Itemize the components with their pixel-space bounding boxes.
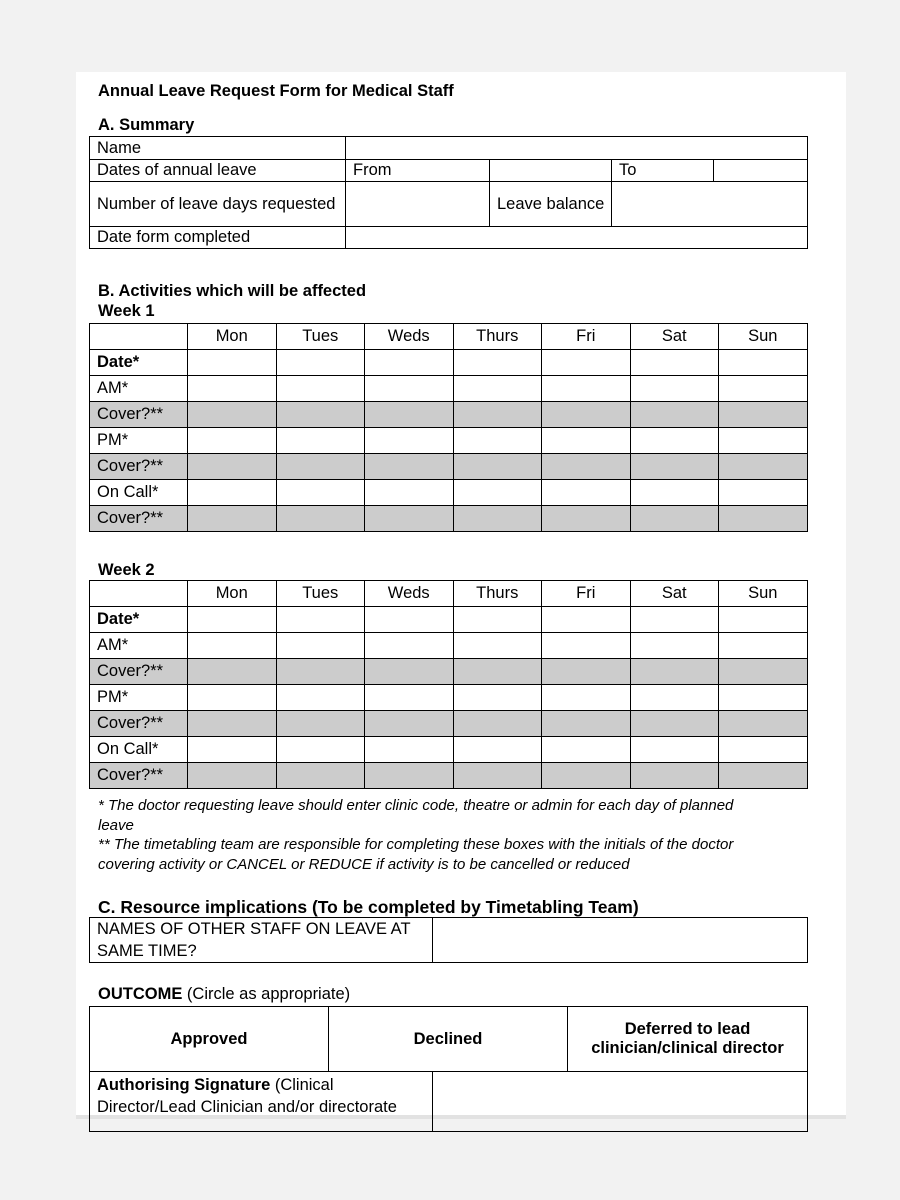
entry-cell-mon[interactable] [188,480,277,506]
activity-row [90,633,808,659]
entry-cell-sun[interactable] [719,685,808,711]
entry-cell-fri[interactable] [542,737,631,763]
entry-cell-mon[interactable] [188,633,277,659]
entry-cell-weds[interactable] [365,480,454,506]
day-header-tues: Tues [276,324,365,350]
entry-cell-weds[interactable] [365,350,454,376]
row-label: AM* [90,633,188,659]
entry-cell-sat[interactable] [630,685,719,711]
entry-cell-thurs[interactable] [453,633,542,659]
entry-cell-mon[interactable] [188,763,277,789]
entry-cell-tues[interactable] [276,506,365,532]
entry-cell-sun[interactable] [719,607,808,633]
row-label: Cover?** [90,763,188,789]
row-label: AM* [90,376,188,402]
entry-cell-thurs[interactable] [453,376,542,402]
row-label: Cover?** [90,659,188,685]
entry-cell-fri[interactable] [542,633,631,659]
entry-cell-thurs[interactable] [453,711,542,737]
form-title: Annual Leave Request Form for Medical Staff [98,82,454,100]
outcome-table [89,1006,808,1072]
entry-cell-sat[interactable] [630,402,719,428]
day-header-fri: Fri [542,581,631,607]
entry-cell-tues[interactable] [276,763,365,789]
row-label: Cover?** [90,711,188,737]
entry-cell-mon[interactable] [188,350,277,376]
entry-cell-tues[interactable] [276,685,365,711]
entry-cell-sat[interactable] [630,376,719,402]
entry-cell-sat[interactable] [630,506,719,532]
resource-table [89,917,808,963]
entry-cell-sun[interactable] [719,659,808,685]
entry-cell-fri[interactable] [542,711,631,737]
day-header-thurs: Thurs [453,324,542,350]
entry-cell-sun[interactable] [719,763,808,789]
entry-cell-thurs[interactable] [453,659,542,685]
entry-cell-weds[interactable] [365,633,454,659]
deferred-option[interactable]: Deferred to lead clinician/clinical director [568,1007,808,1072]
entry-cell-tues[interactable] [276,633,365,659]
to-field[interactable] [714,160,808,182]
entry-cell-sun[interactable] [719,428,808,454]
entry-cell-thurs[interactable] [453,763,542,789]
entry-cell-fri[interactable] [542,763,631,789]
dates-label: Dates of annual leave [90,160,346,182]
day-header-mon: Mon [188,324,277,350]
day-header-mon: Mon [188,581,277,607]
row-label: Cover?** [90,402,188,428]
grid-corner-cell [90,324,188,350]
day-header-sun: Sun [719,324,808,350]
day-header-thurs: Thurs [453,581,542,607]
entry-cell-fri[interactable] [542,480,631,506]
day-header-sat: Sat [630,324,719,350]
entry-cell-thurs[interactable] [453,737,542,763]
entry-cell-tues[interactable] [276,737,365,763]
entry-cell-sat[interactable] [630,428,719,454]
entry-cell-weds[interactable] [365,402,454,428]
entry-cell-sun[interactable] [719,633,808,659]
outcome-heading-text: OUTCOME [98,985,183,1003]
entry-cell-weds[interactable] [365,685,454,711]
activity-row [90,454,808,480]
section-b-heading: B. Activities which will be affected [98,282,367,300]
name-field[interactable] [346,137,808,160]
outcome-heading-note: (Circle as appropriate) [182,985,351,1003]
activity-row [90,685,808,711]
signature-label: Authorising Signature [97,1076,271,1094]
signature-field[interactable] [433,1072,808,1132]
entry-cell-sun[interactable] [719,506,808,532]
entry-cell-fri[interactable] [542,428,631,454]
entry-cell-sat[interactable] [630,711,719,737]
activity-row [90,402,808,428]
day-header-tues: Tues [276,581,365,607]
row-label: Cover?** [90,454,188,480]
entry-cell-thurs[interactable] [453,454,542,480]
balance-label: Leave balance [490,182,612,227]
entry-cell-sat[interactable] [630,763,719,789]
day-header-sat: Sat [630,581,719,607]
day-header-weds: Weds [365,581,454,607]
from-label: From [346,160,490,182]
row-label: Date* [90,350,188,376]
entry-cell-mon[interactable] [188,685,277,711]
entry-cell-weds[interactable] [365,763,454,789]
row-label: On Call* [90,480,188,506]
activity-row [90,659,808,685]
entry-cell-weds[interactable] [365,376,454,402]
entry-cell-weds[interactable] [365,711,454,737]
entry-cell-thurs[interactable] [453,402,542,428]
week2-label: Week 2 [98,561,155,579]
week1-label: Week 1 [98,302,155,320]
entry-cell-fri[interactable] [542,376,631,402]
entry-cell-mon[interactable] [188,607,277,633]
note-1: * The doctor requesting leave should enter clinic code, theatre or admin for each day of planned leave [98,797,734,834]
entry-cell-sun[interactable] [719,480,808,506]
entry-cell-sun[interactable] [719,350,808,376]
entry-cell-sun[interactable] [719,454,808,480]
row-label: On Call* [90,737,188,763]
outcome-heading [98,985,350,1004]
entry-cell-sat[interactable] [630,633,719,659]
declined-option[interactable]: Declined [329,1007,568,1072]
entry-cell-thurs[interactable] [453,350,542,376]
entry-cell-fri[interactable] [542,506,631,532]
entry-cell-mon[interactable] [188,659,277,685]
entry-cell-sat[interactable] [630,480,719,506]
entry-cell-weds[interactable] [365,454,454,480]
day-header-fri: Fri [542,324,631,350]
entry-cell-thurs[interactable] [453,607,542,633]
completed-label: Date form completed [90,227,346,249]
activity-row [90,607,808,633]
section-a-heading: A. Summary [98,116,195,134]
entry-cell-thurs[interactable] [453,428,542,454]
entry-cell-fri[interactable] [542,659,631,685]
entry-cell-thurs[interactable] [453,506,542,532]
row-label: Cover?** [90,506,188,532]
entry-cell-fri[interactable] [542,607,631,633]
other-staff-field[interactable] [433,918,808,963]
activity-row [90,737,808,763]
entry-cell-mon[interactable] [188,428,277,454]
section-c-heading: C. Resource implications (To be completed by Timetabling Team) [98,897,639,917]
signature-table [89,1071,808,1132]
activity-row [90,763,808,789]
entry-cell-mon[interactable] [188,454,277,480]
entry-cell-sun[interactable] [719,737,808,763]
entry-cell-sun[interactable] [719,711,808,737]
summary-table [89,136,808,249]
entry-cell-mon[interactable] [188,376,277,402]
activity-row [90,506,808,532]
grid-corner-cell [90,581,188,607]
to-label: To [612,160,714,182]
entry-cell-weds[interactable] [365,607,454,633]
name-label: Name [90,137,346,160]
entry-cell-sun[interactable] [719,376,808,402]
entry-cell-mon[interactable] [188,711,277,737]
entry-cell-weds[interactable] [365,659,454,685]
entry-cell-sat[interactable] [630,659,719,685]
other-staff-label: NAMES OF OTHER STAFF ON LEAVE AT SAME TIME? [90,918,433,963]
entry-cell-tues[interactable] [276,607,365,633]
entry-cell-fri[interactable] [542,454,631,480]
day-header-weds: Weds [365,324,454,350]
entry-cell-sat[interactable] [630,607,719,633]
activity-row [90,711,808,737]
note-2: ** The timetabling team are responsible for completing these boxes with the initials of the doctor covering activity or CANCEL or REDUCE if activity is to be cancelled or reduced [98,836,734,873]
entry-cell-mon[interactable] [188,506,277,532]
entry-cell-sun[interactable] [719,402,808,428]
signature-label-cell [90,1072,433,1132]
entry-cell-tues[interactable] [276,480,365,506]
days-label: Number of leave days requested [90,182,346,227]
days-field[interactable] [346,182,490,227]
entry-cell-thurs[interactable] [453,685,542,711]
row-label: PM* [90,428,188,454]
entry-cell-sat[interactable] [630,454,719,480]
entry-cell-fri[interactable] [542,685,631,711]
row-label: PM* [90,685,188,711]
entry-cell-tues[interactable] [276,659,365,685]
entry-cell-weds[interactable] [365,506,454,532]
signature-note: (Clinical Director/Lead Clinician and/or directorate [97,1076,397,1116]
week1-table [89,323,808,532]
entry-cell-fri[interactable] [542,350,631,376]
entry-cell-sat[interactable] [630,737,719,763]
activity-row [90,376,808,402]
activity-row [90,480,808,506]
entry-cell-thurs[interactable] [453,480,542,506]
entry-cell-tues[interactable] [276,454,365,480]
entry-cell-tues[interactable] [276,350,365,376]
entry-cell-fri[interactable] [542,402,631,428]
entry-cell-sat[interactable] [630,350,719,376]
entry-cell-mon[interactable] [188,402,277,428]
balance-field[interactable] [612,182,808,227]
entry-cell-mon[interactable] [188,737,277,763]
approved-option[interactable]: Approved [90,1007,329,1072]
from-field[interactable] [490,160,612,182]
activity-row [90,350,808,376]
week2-table [89,580,808,789]
completed-field[interactable] [346,227,808,249]
entry-cell-tues[interactable] [276,428,365,454]
entry-cell-tues[interactable] [276,376,365,402]
activity-row [90,428,808,454]
entry-cell-tues[interactable] [276,402,365,428]
entry-cell-weds[interactable] [365,428,454,454]
entry-cell-tues[interactable] [276,711,365,737]
day-header-sun: Sun [719,581,808,607]
entry-cell-weds[interactable] [365,737,454,763]
row-label: Date* [90,607,188,633]
